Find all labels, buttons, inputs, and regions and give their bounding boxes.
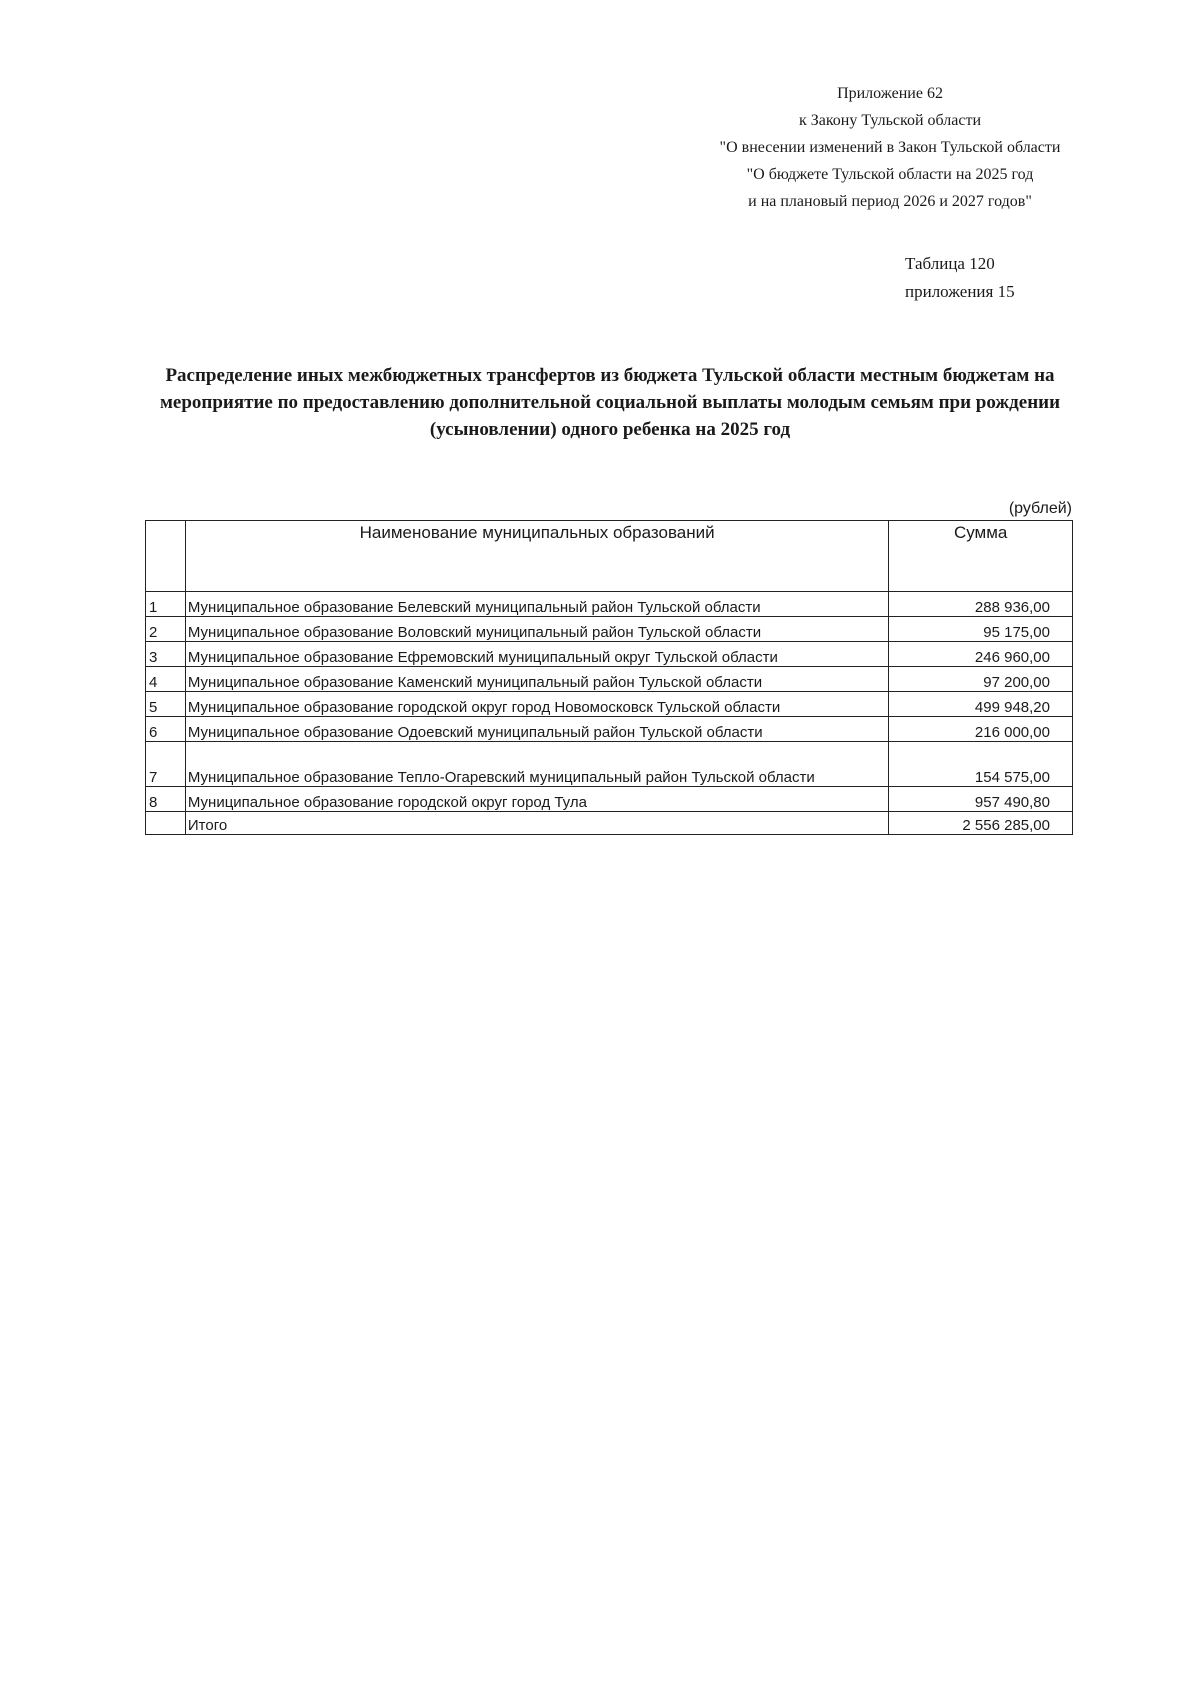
header-name-cell: Наименование муниципальных образований: [185, 521, 888, 592]
table-row: [146, 592, 1073, 617]
annex-line-4: "О бюджете Тульской области на 2025 год: [746, 166, 1034, 183]
row-num: 5: [146, 692, 186, 717]
table-reference: [905, 250, 1015, 306]
table-row: [146, 667, 1073, 692]
row-num: 6: [146, 717, 186, 742]
document-title: [140, 362, 1080, 443]
row-num: 1: [146, 592, 186, 617]
header-num-cell: [146, 521, 186, 592]
row-amount: 154 575,00: [889, 742, 1073, 787]
table-row: [146, 617, 1073, 642]
row-num: 4: [146, 667, 186, 692]
row-amount: 216 000,00: [889, 717, 1073, 742]
row-num: 7: [146, 742, 186, 787]
row-amount: 246 960,00: [889, 642, 1073, 667]
table-ref-line-2: приложения 15: [905, 282, 1015, 301]
distribution-table: [145, 520, 1073, 835]
row-name: Муниципальное образование городской округ город Тула: [185, 787, 888, 812]
annex-line-2: к Закону Тульской области: [798, 112, 982, 129]
total-amount: 2 556 285,00: [889, 812, 1073, 835]
table-row: [146, 787, 1073, 812]
table-total-row: [146, 812, 1073, 835]
row-amount: 288 936,00: [889, 592, 1073, 617]
row-num: 8: [146, 787, 186, 812]
row-amount: 957 490,80: [889, 787, 1073, 812]
table-row: [146, 692, 1073, 717]
table-row: [146, 742, 1073, 787]
table-row: [146, 642, 1073, 667]
row-name: Муниципальное образование Ефремовский муниципальный округ Тульской области: [185, 642, 888, 667]
total-num-cell: [146, 812, 186, 835]
row-num: 2: [146, 617, 186, 642]
table-header-row: [146, 521, 1073, 592]
row-amount: 95 175,00: [889, 617, 1073, 642]
annex-reference: [700, 80, 1080, 215]
row-name: Муниципальное образование Одоевский муниципальный район Тульской области: [185, 717, 888, 742]
row-name: Муниципальное образование городской округ город Новомосковск Тульской области: [185, 692, 888, 717]
title-line-2: мероприятие по предоставлению дополнительной социальной выплаты молодым семьям при рождении: [159, 392, 1061, 413]
header-amount-cell: Сумма: [889, 521, 1073, 592]
table-ref-line-1: Таблица 120: [905, 254, 995, 273]
row-amount: 499 948,20: [889, 692, 1073, 717]
title-line-3: (усыновлении) одного ребенка на 2025 год: [429, 419, 791, 440]
row-amount: 97 200,00: [889, 667, 1073, 692]
row-name: Муниципальное образование Воловский муниципальный район Тульской области: [185, 617, 888, 642]
row-name: Муниципальное образование Белевский муниципальный район Тульской области: [185, 592, 888, 617]
row-name: Муниципальное образование Тепло-Огаревский муниципальный район Тульской области: [185, 742, 888, 787]
units-label: (рублей): [1008, 500, 1072, 517]
title-line-1: Распределение иных межбюджетных трансфертов из бюджета Тульской области местным бюджетам на: [165, 365, 1055, 386]
table-row: [146, 717, 1073, 742]
row-num: 3: [146, 642, 186, 667]
annex-line-3: "О внесении изменений в Закон Тульской области: [719, 139, 1061, 156]
total-label: Итого: [185, 812, 888, 835]
annex-line-1: Приложение 62: [837, 85, 943, 102]
annex-line-5: и на плановый период 2026 и 2027 годов": [748, 193, 1032, 210]
row-name: Муниципальное образование Каменский муниципальный район Тульской области: [185, 667, 888, 692]
